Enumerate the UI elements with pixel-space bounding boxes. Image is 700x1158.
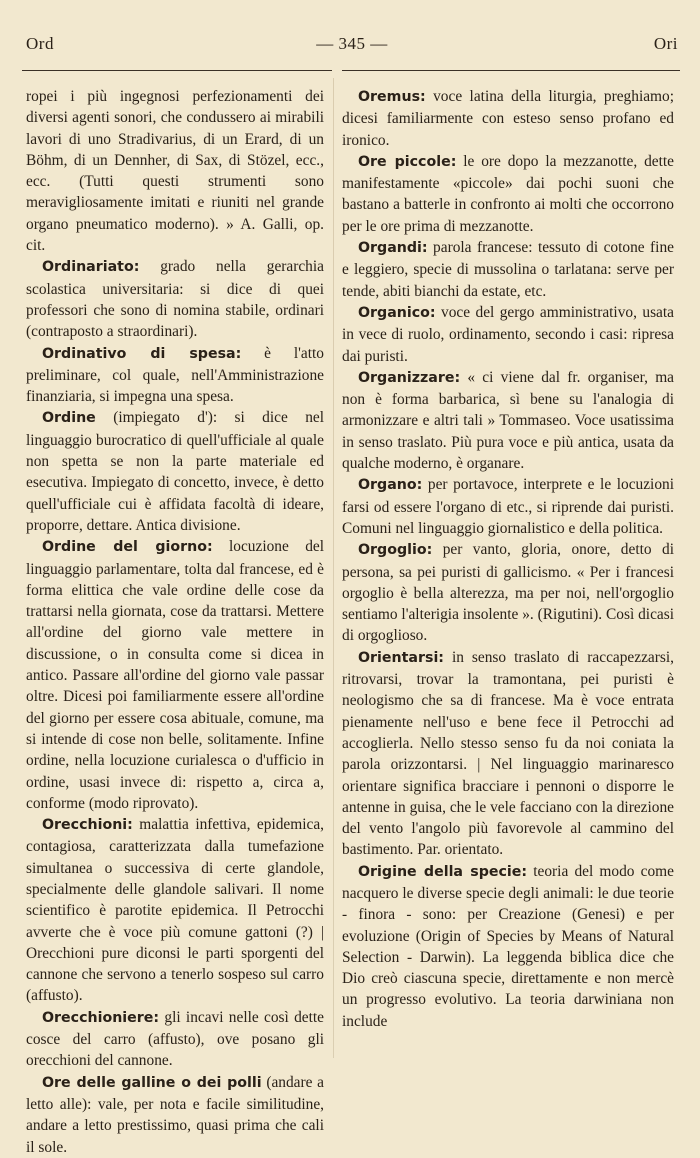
entry-term: Orecchioniere: bbox=[42, 1009, 160, 1026]
entry-definition: in senso traslato di raccapezzarsi, ritrovarsi, trovar la tramontana, pei puristi è neologismo che sa di francese. Ma è voce entrata pienamente nell'uso e bene fece il Petrocchi ad accoglierla. Nello stesso senso fu da noi coniata la parola orizzontarsi. | Nel linguaggio marinaresco orientare significa bracciare i pennoni o disporre le antenne in guisa, che le vele facciano con la direzione del vento l'angolo più favorevole al cammino del bastimento. Par. orientato. bbox=[342, 648, 674, 859]
entry-term: Orientarsi: bbox=[358, 649, 444, 666]
entry-definition: teoria del modo come nacquero le diverse specie degli animali: le due teorie - finora - sono: per Creazione (Genesi) e per evoluzione (Origin of Species by Means of Natural Selection - Darwin). La leggenda biblica dice che Dio creò ciascuna specie, direttamente e non mercè un progresso evolutivo. La teoria darwiniana non include bbox=[342, 862, 674, 1030]
right-column bbox=[342, 86, 674, 1032]
entry-definition: (impiegato d'): si dice nel linguaggio burocratico di quell'ufficiale al quale non spetta se non la parte materiale ed esecutiva. Impiegato di concetto, invece, è detto quell'ufficiale cui è affidata facoltà di ideare, proporre, dettare. Antica divisione. bbox=[26, 409, 324, 534]
dictionary-entry bbox=[26, 814, 324, 1007]
header-rule-left bbox=[22, 70, 332, 71]
dictionary-entry bbox=[26, 86, 324, 256]
entry-term: Ordine del giorno: bbox=[42, 539, 213, 556]
header-right-guideword: Ori bbox=[653, 34, 678, 53]
dictionary-entry bbox=[342, 237, 674, 302]
entry-definition: (andare a letto alle): vale, per nota e facile similitudine, andare a letto prestissimo, quasi prima che cali il sole. bbox=[26, 1073, 324, 1156]
entry-term: Ore delle galline o dei polli bbox=[42, 1074, 262, 1091]
entry-definition: voce latina della liturgia, preghiamo; dicesi familiarmente con esteso senso profano ed ironico. bbox=[342, 88, 674, 149]
dictionary-entry bbox=[342, 647, 674, 861]
entry-definition: per vanto, gloria, onore, detto di persona, sa pei puristi di gallicismo. « Per i francesi orgoglio è bella alterezza, ma per noi, nell'orgoglio sentiamo l'alterigia insolente ». (Rigutini). Così dicasi di orgoglioso. bbox=[342, 541, 674, 645]
dictionary-entry bbox=[26, 536, 324, 814]
entry-definition: parola francese: tessuto di cotone fine e leggiero, specie di mussolina o tarlatana: serve per tende, abiti bianchi da estate, etc. bbox=[342, 239, 674, 300]
dictionary-entry bbox=[342, 302, 674, 367]
entry-term: Ordinativo di spesa: bbox=[42, 345, 242, 362]
entry-term: Orecchioni: bbox=[42, 817, 133, 834]
dictionary-entry bbox=[342, 367, 674, 474]
page-number: — 345 — bbox=[316, 34, 388, 53]
page-header bbox=[26, 34, 678, 58]
entry-definition: è l'atto preliminare, col quale, nell'Amministrazione finanziaria, si impegna una spesa. bbox=[26, 344, 325, 406]
dictionary-entry bbox=[26, 1072, 324, 1158]
entry-term: Ore piccole: bbox=[358, 153, 457, 170]
entry-definition: malattia infettiva, epidemica, contagiosa, caratterizzata dalla tumefazione simultanea o successiva di certe glandole, specialmente delle glandole salivari. Il nome scientifico è parotite epidemica. Il Petrocchi avverte che è voce più comune gattoni (?) | Orecchioni pure diconsi le parti sporgenti del cannone che servono a tenerlo sospeso sul carro (affusto). bbox=[26, 816, 324, 1005]
header-rule-right bbox=[342, 70, 680, 71]
dictionary-entry bbox=[26, 343, 324, 408]
dictionary-entry bbox=[342, 86, 674, 151]
entry-term: Organo: bbox=[358, 477, 423, 494]
header-left-guideword: Ord bbox=[26, 34, 54, 53]
dictionary-entry bbox=[26, 1007, 324, 1072]
left-column bbox=[26, 86, 324, 1158]
entry-definition: voce del gergo amministrativo, usata in vece di ruolo, ordinamento, secondo i casi: ripresa dai puristi. bbox=[342, 303, 674, 365]
entry-term: Organizzare: bbox=[358, 369, 461, 386]
entry-definition: per portavoce, interprete e le locuzioni farsi od essere l'organo di etc., si riprende dai puristi. Comuni nel linguaggio giornalistico e della politica. bbox=[342, 476, 674, 537]
entry-term: Ordine bbox=[42, 410, 96, 427]
entry-definition: grado nella gerarchia scolastica universitaria: si dice di quei professori che sono di nomina stabile, ordinari (contraposto a straordinari). bbox=[26, 258, 324, 341]
dictionary-entry bbox=[26, 256, 324, 342]
dictionary-entry bbox=[342, 539, 674, 646]
entry-definition: gli incavi nelle così dette cosce del carro (affusto), ove posano gli orecchioni del cannone. bbox=[26, 1008, 324, 1070]
column-divider bbox=[333, 78, 334, 1058]
entry-term: Oremus: bbox=[358, 89, 426, 105]
dictionary-entry bbox=[342, 474, 674, 539]
entry-definition: locuzione del linguaggio parlamentare, tolta dal francese, ed è forma elittica che vale ordine delle cose da trattarsi nella giornata, cose da trattarsi. Mettere all'ordine del giorno vale mettere in discussione, o in consulta come si dicea in antico. Passare all'ordine del giorno vale passar oltre. Dicesi poi familiarmente essere all'ordine del giorno per essere cosa abituale, comune, ma si intende di cose non belle, solitamente. Infine ordine, nella locuzione curialesca o d'ufficio in ordine, usasi invece di: rispetto a, circa a, conforme (modo riprovato). bbox=[26, 538, 324, 812]
entry-definition: le ore dopo la mezzanotte, dette manifestamente «piccole» dai pochi suoni che bastano a batterle in confronto ai molti che occorrono per le ore prima di mezzanotte. bbox=[342, 152, 674, 235]
entry-term: Organico: bbox=[358, 304, 436, 321]
dictionary-entry bbox=[342, 151, 674, 237]
entry-term: Origine della specie: bbox=[358, 863, 528, 880]
dictionary-entry bbox=[342, 861, 674, 1032]
entry-definition: ropei i più ingegnosi perfezionamenti dei diversi agenti sonori, che condussero ai mirabili lavori di uno Stradivarius, di un Erard, di un Böhm, di un Dennher, di Sax, di Stözel, ecc., ecc. (Tutti questi strumenti sono meravigliosamente imitati e riuniti nel grande organo pneumatico moderno). » A. Galli, op. cit. bbox=[26, 88, 324, 255]
entry-term: Orgoglio: bbox=[358, 542, 433, 559]
entry-definition: « ci viene dal fr. organiser, ma non è forma barbarica, sì bene su l'analogia di armonizzare e altri tali » Tommaseo. Voce usatissima in senso traslato. Più pura voce e più antica, usata da qualche moderno, è organare. bbox=[342, 368, 674, 473]
dictionary-entry bbox=[26, 407, 324, 536]
entry-term: Ordinariato: bbox=[42, 259, 140, 276]
entry-term: Organdi: bbox=[358, 240, 428, 257]
